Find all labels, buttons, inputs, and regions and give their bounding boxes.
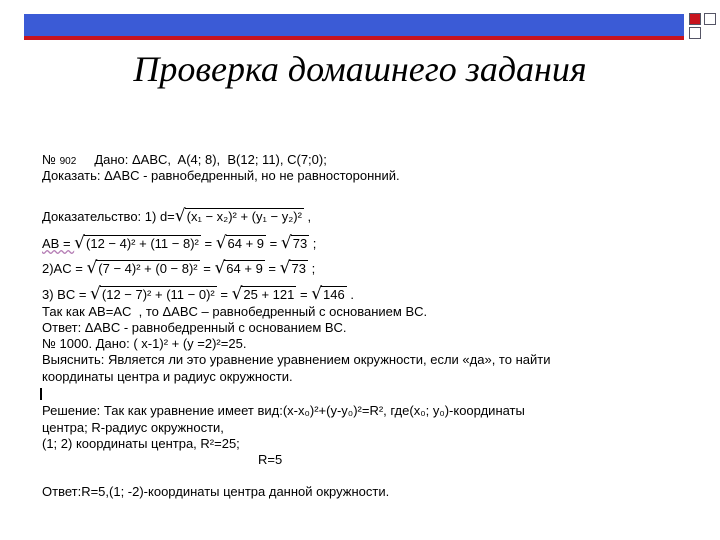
sqrt-symbol: √ [214,258,226,278]
radicand: 64 + 9 [227,236,265,251]
line-bc [42,284,354,304]
equals: = [200,236,216,251]
punct: , [303,209,312,224]
line-ab [42,233,316,253]
equals: = [266,236,281,251]
sqrt-symbol: √ [174,206,186,226]
line-solution-cont: центра; R-радиус окружности, [42,420,224,435]
problem-num: № [42,152,56,167]
line-task-cont: координаты центра и радиус окружности. [42,369,293,384]
text-cursor [40,388,42,400]
sqrt-symbol: √ [280,233,292,253]
equals: = [199,261,215,276]
line-proof-formula [42,206,311,226]
decor-square-white-2 [704,13,716,25]
ab-label: AB = [42,236,75,251]
line-ac [42,258,315,278]
sqrt-symbol: √ [74,233,86,253]
equals: = [216,287,232,302]
header-bar-blue [24,14,684,36]
radicand: (x₁ − x₂)² + (y₁ − y₂)² [186,209,302,224]
radicand: 64 + 9 [226,261,263,276]
line-problem-902 [42,152,327,167]
sqrt-symbol: √ [86,258,98,278]
sqrt-symbol: √ [279,258,291,278]
decor-square-red [689,13,701,25]
line-answer-1000: Ответ:R=5,(1; -2)-координаты центра данной окружности. [42,484,390,499]
problem-num-small: 902 [59,156,77,167]
punct: . [346,287,354,302]
line-center: (1; 2) координаты центра, R²=25; [42,436,240,451]
header-bar-red [24,36,684,40]
line-conclusion: Так как AB=AC , то ΔABC – равнобедренный с основанием BC. [42,304,428,319]
proof-label: Доказательство: 1) d= [42,209,175,224]
page-title: Проверка домашнего задания [133,49,587,89]
radicand: (7 − 4)² + (0 − 8)² [98,261,198,276]
decor-square-white-1 [689,27,701,39]
radicand: 146 [323,287,345,302]
punct: ; [307,261,316,276]
radicand: 73 [292,236,308,251]
line-solution: Решение: Так как уравнение имеет вид:(x-x₀)²+(y-y₀)²=R², где(x₀; y₀)-координаты [42,403,525,418]
line-problem-1000: № 1000. Дано: ( x-1)² + (y =2)²=25. [42,336,247,351]
radicand: (12 − 7)² + (11 − 0)² [101,287,215,302]
sqrt-symbol: √ [90,284,101,304]
line-task: Выяснить: Является ли это уравнение уравнением окружности, если «да», то найти [42,352,551,367]
given-text: Дано: ΔABC, A(4; 8), B(12; 11), C(7;0); [76,152,327,167]
sqrt-symbol: √ [311,284,323,304]
equals: = [296,287,312,302]
equals: = [264,261,280,276]
sqrt-symbol: √ [215,233,227,253]
line-prove: Доказать: ΔABC - равнобедренный, но не равносторонний. [42,168,400,183]
ac-label: 2)AC = [42,261,87,276]
line-answer-902: Ответ: ΔABC - равнобедренный с основанием BC. [42,320,347,335]
radicand: 25 + 121 [243,287,295,302]
radicand: 73 [291,261,306,276]
radicand: (12 − 4)² + (11 − 8)² [86,236,199,251]
sqrt-symbol: √ [231,284,243,304]
bc-label: 3) BC = [42,287,91,302]
punct: ; [309,236,317,251]
line-radius: R=5 [258,452,283,467]
